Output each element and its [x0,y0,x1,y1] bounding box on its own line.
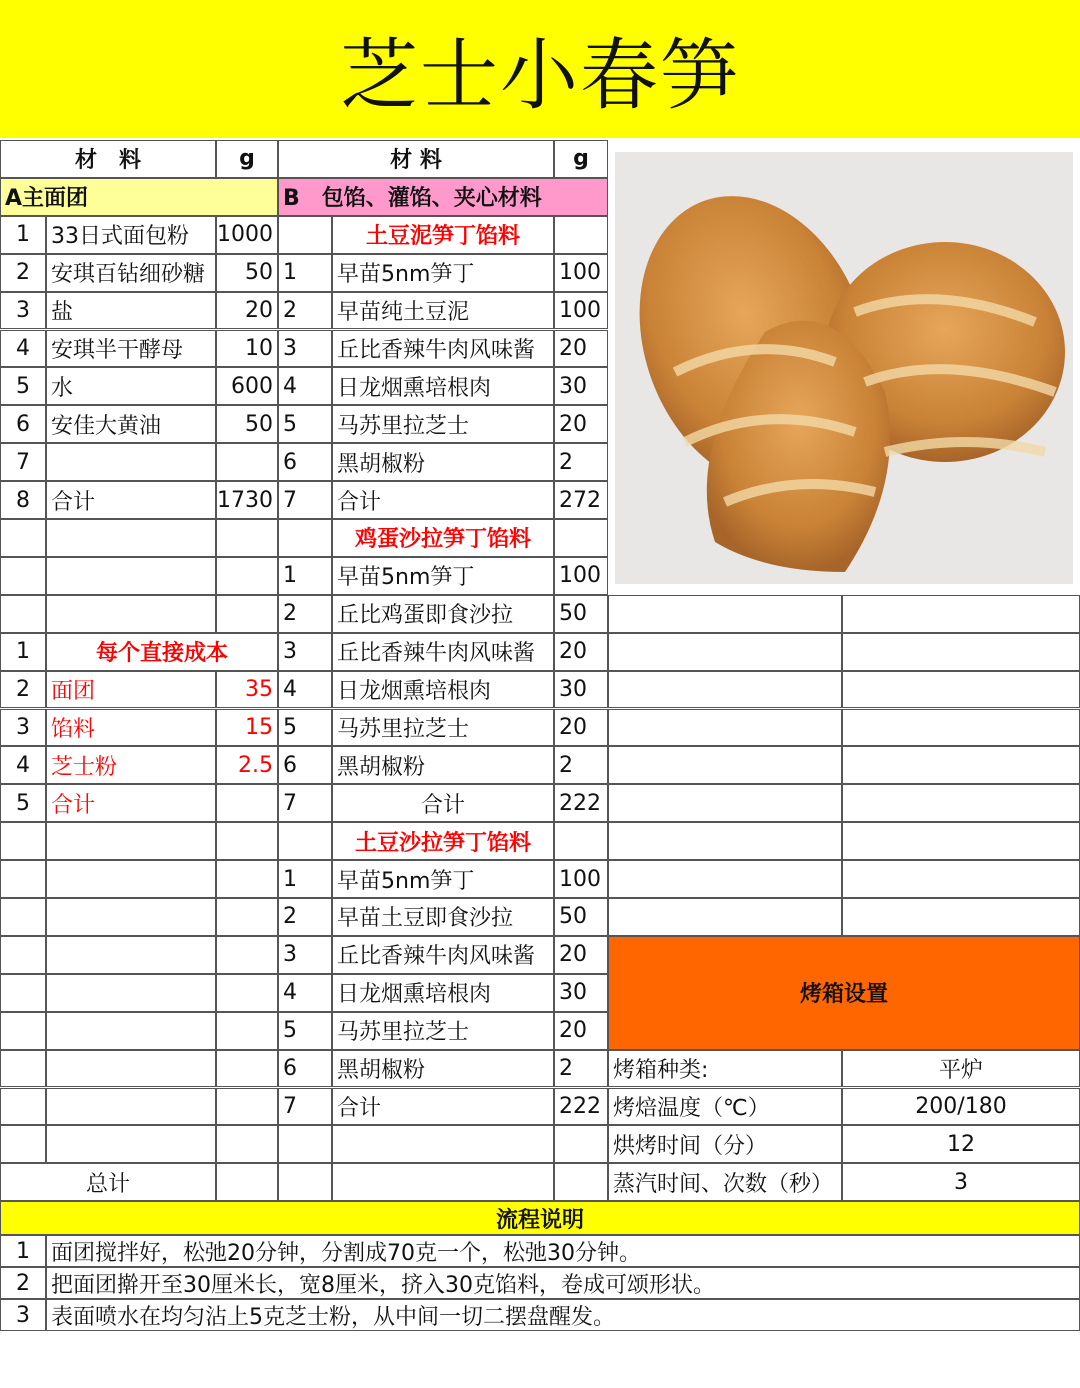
row-number [0,519,46,557]
filling-name: 黑胡椒粉 [332,443,554,481]
row-number: 3 [0,709,46,747]
ingredient-grams [216,443,278,481]
filling-name: 早苗5nm笋丁 [332,557,554,595]
filling-grams: 20 [554,633,608,671]
filling-row-number: 2 [278,898,332,936]
filling-grams: 2 [554,443,608,481]
process-title: 流程说明 [0,1201,1080,1235]
filling-title: 鸡蛋沙拉笋丁馅料 [332,519,554,557]
step-text: 把面团擀开至30厘米长，宽8厘米，挤入30克馅料，卷成可颂形状。 [46,1267,1080,1299]
header-g: g [216,140,278,178]
filling-name: 马苏里拉芝士 [332,709,554,747]
step-text: 表面喷水在均匀沾上5克芝士粉，从中间一切二摆盘醒发。 [46,1299,1080,1331]
oven-setting-label: 烤焙温度（℃） [608,1088,842,1126]
step-text: 面团搅拌好，松弛20分钟，分割成70克一个，松弛30分钟。 [46,1235,1080,1267]
ingredient-grams [216,1050,278,1088]
filling-row-number: 5 [278,405,332,443]
cost-value [216,784,278,822]
filling-name: 合计 [332,481,554,519]
filling-grams: 20 [554,936,608,974]
filling-name: 早苗纯土豆泥 [332,292,554,330]
row-number: 2 [0,254,46,292]
side-cell [608,709,842,747]
ingredient-name: 安佳大黄油 [46,405,216,443]
header-material-b: 材 料 [278,140,554,178]
filling-grams: 20 [554,709,608,747]
filling-name: 早苗土豆即食沙拉 [332,898,554,936]
side-cell [608,860,842,898]
filling-row-number: 6 [278,1050,332,1088]
filling-grams: 30 [554,671,608,709]
filling-row-number: 2 [278,292,332,330]
filling-row-number: 6 [278,746,332,784]
filling-name: 丘比香辣牛肉风味酱 [332,330,554,368]
ingredient-grams [216,974,278,1012]
filling-grams: 20 [554,330,608,368]
bread-photo [615,152,1073,584]
header-material: 材 料 [0,140,216,178]
filling-row-number: 3 [278,936,332,974]
ingredient-grams: 1730 [216,481,278,519]
filling-row-number: 1 [278,557,332,595]
side-cell [608,898,842,936]
ingredient-grams [216,557,278,595]
filling-row-number: 7 [278,1088,332,1126]
total-value [216,1163,278,1201]
ingredient-name [46,974,216,1012]
ingredient-name [46,557,216,595]
row-number [0,974,46,1012]
row-number: 1 [0,633,46,671]
filling-row-number: 7 [278,481,332,519]
filling-grams [554,1163,608,1201]
side-cell [842,633,1080,671]
cost-value: 15 [216,709,278,747]
header-g-b: g [554,140,608,178]
filling-grams: 30 [554,974,608,1012]
filling-name: 丘比香辣牛肉风味酱 [332,633,554,671]
ingredient-name [46,1125,216,1163]
filling-title-g [554,216,608,254]
filling-grams: 222 [554,1088,608,1126]
row-number [0,822,46,860]
cost-name: 面团 [46,671,216,709]
row-number [0,936,46,974]
filling-grams: 100 [554,292,608,330]
filling-title: 土豆泥笋丁馅料 [332,216,554,254]
oven-setting-value: 平炉 [842,1050,1080,1088]
row-number: 5 [0,784,46,822]
row-number [0,1012,46,1050]
side-cell [608,746,842,784]
filling-row-number: 3 [278,633,332,671]
cost-name: 合计 [46,784,216,822]
cost-value: 2.5 [216,746,278,784]
filling-name: 日龙烟熏培根肉 [332,974,554,1012]
oven-settings-title: 烤箱设置 [608,936,1080,1050]
row-number: 7 [0,443,46,481]
row-number: 8 [0,481,46,519]
filling-grams: 2 [554,746,608,784]
oven-setting-value: 12 [842,1125,1080,1163]
row-number [0,1088,46,1126]
ingredient-name [46,1012,216,1050]
row-number: 4 [0,746,46,784]
page-title: 芝士小春笋 [339,31,740,121]
row-number [0,1125,46,1163]
filling-row-number: 2 [278,595,332,633]
filling-name [332,1163,554,1201]
ingredient-grams [216,519,278,557]
side-cell [842,671,1080,709]
ingredient-grams: 10 [216,330,278,368]
section-b-header: B 包馅、灌馅、夹心材料 [278,178,608,216]
filling-grams: 20 [554,1012,608,1050]
row-number [0,860,46,898]
ingredient-name: 水 [46,367,216,405]
ingredient-grams [216,1125,278,1163]
filling-name: 马苏里拉芝士 [332,405,554,443]
row-number [0,557,46,595]
side-cell [608,595,842,633]
filling-name: 马苏里拉芝士 [332,1012,554,1050]
section-a-header: A主面团 [0,178,278,216]
oven-setting-label: 蒸汽时间、次数（秒） [608,1163,842,1201]
ingredient-grams [216,822,278,860]
side-cell [842,595,1080,633]
row-number: 5 [0,367,46,405]
filling-grams: 272 [554,481,608,519]
row-number [0,595,46,633]
ingredient-name: 盐 [46,292,216,330]
oven-setting-value: 200/180 [842,1088,1080,1126]
side-cell [842,860,1080,898]
title-bar [0,0,1080,138]
ingredient-name: 安琪百钻细砂糖 [46,254,216,292]
cost-name: 馅料 [46,709,216,747]
ingredient-grams [216,1088,278,1126]
ingredient-name [46,519,216,557]
step-number: 3 [0,1299,46,1331]
side-cell [608,822,842,860]
filling-grams: 50 [554,595,608,633]
filling-title-no [278,519,332,557]
oven-setting-label: 烘烤时间（分） [608,1125,842,1163]
row-number [0,1050,46,1088]
filling-row-number: 5 [278,709,332,747]
bread-image [615,152,1073,584]
filling-row-number: 4 [278,974,332,1012]
total-label: 总计 [0,1163,216,1201]
ingredient-name [46,936,216,974]
filling-row-number: 1 [278,254,332,292]
side-cell [842,822,1080,860]
row-number: 3 [0,292,46,330]
filling-grams: 100 [554,860,608,898]
filling-title-g [554,822,608,860]
ingredient-grams [216,898,278,936]
ingredient-grams: 50 [216,405,278,443]
ingredient-grams [216,595,278,633]
filling-row-number [278,1125,332,1163]
filling-grams: 50 [554,898,608,936]
ingredient-name: 合计 [46,481,216,519]
filling-name: 黑胡椒粉 [332,746,554,784]
filling-grams: 30 [554,367,608,405]
ingredient-name [46,595,216,633]
filling-name: 丘比香辣牛肉风味酱 [332,936,554,974]
filling-grams: 100 [554,557,608,595]
ingredient-name [46,860,216,898]
ingredient-grams: 600 [216,367,278,405]
ingredient-name [46,1088,216,1126]
filling-row-number: 3 [278,330,332,368]
ingredient-grams [216,936,278,974]
ingredient-name [46,898,216,936]
filling-name: 早苗5nm笋丁 [332,860,554,898]
cost-title: 每个直接成本 [46,633,278,671]
oven-setting-value: 3 [842,1163,1080,1201]
side-cell [842,784,1080,822]
filling-name: 日龙烟熏培根肉 [332,367,554,405]
filling-grams: 20 [554,405,608,443]
filling-grams: 2 [554,1050,608,1088]
filling-row-number: 5 [278,1012,332,1050]
filling-row-number: 1 [278,860,332,898]
ingredient-grams [216,1012,278,1050]
filling-title-no [278,216,332,254]
side-cell [842,898,1080,936]
cost-name: 芝士粉 [46,746,216,784]
filling-grams: 100 [554,254,608,292]
filling-row-number: 6 [278,443,332,481]
ingredient-grams [216,860,278,898]
row-number: 6 [0,405,46,443]
filling-row-number: 4 [278,367,332,405]
step-number: 1 [0,1235,46,1267]
filling-title: 土豆沙拉笋丁馅料 [332,822,554,860]
ingredient-grams: 20 [216,292,278,330]
filling-grams: 222 [554,784,608,822]
side-cell [608,633,842,671]
row-number: 1 [0,216,46,254]
filling-title-no [278,822,332,860]
side-cell [608,671,842,709]
ingredient-name: 33日式面包粉 [46,216,216,254]
ingredient-name [46,822,216,860]
row-number: 4 [0,330,46,368]
step-number: 2 [0,1267,46,1299]
filling-row-number [278,1163,332,1201]
row-number [0,898,46,936]
filling-name: 合计 [332,1088,554,1126]
filling-row-number: 7 [278,784,332,822]
ingredient-name [46,443,216,481]
cost-value: 35 [216,671,278,709]
ingredient-name: 安琪半干酵母 [46,330,216,368]
filling-name: 合计 [332,784,554,822]
ingredient-grams: 50 [216,254,278,292]
filling-name: 丘比鸡蛋即食沙拉 [332,595,554,633]
side-cell [842,746,1080,784]
ingredient-name [46,1050,216,1088]
filling-grams [554,1125,608,1163]
side-cell [608,784,842,822]
side-cell [842,709,1080,747]
row-number: 2 [0,671,46,709]
filling-name: 日龙烟熏培根肉 [332,671,554,709]
filling-title-g [554,519,608,557]
filling-row-number: 4 [278,671,332,709]
filling-name [332,1125,554,1163]
filling-name: 早苗5nm笋丁 [332,254,554,292]
oven-setting-label: 烤箱种类: [608,1050,842,1088]
ingredient-grams: 1000 [216,216,278,254]
filling-name: 黑胡椒粉 [332,1050,554,1088]
